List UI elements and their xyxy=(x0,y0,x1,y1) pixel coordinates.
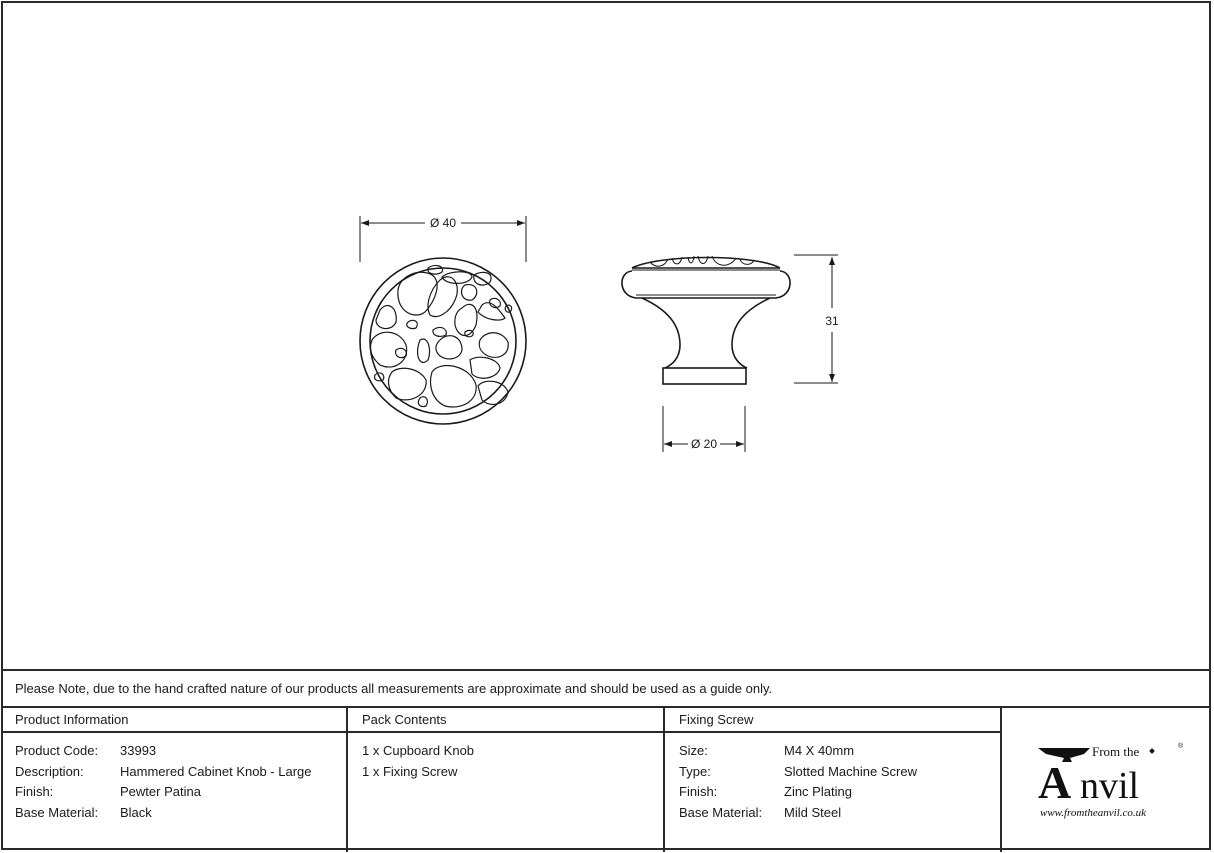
base-material-row xyxy=(15,803,346,824)
logo-registered: ® xyxy=(1178,743,1184,750)
product-code-value: 33993 xyxy=(120,743,157,758)
description-value: Hammered Cabinet Knob - Large xyxy=(120,763,312,779)
pack-item: 1 x Cupboard Knob xyxy=(362,743,475,758)
screw-size-value: M4 X 40mm xyxy=(784,743,855,758)
finish-value: Pewter Patina xyxy=(120,784,201,799)
screw-finish-row xyxy=(679,782,1000,803)
base-material-value: Black xyxy=(120,804,152,820)
screw-finish-label: Finish: xyxy=(679,784,718,799)
finish-label: Finish: xyxy=(15,784,54,799)
description-row xyxy=(15,762,346,783)
logo-from-the: From the xyxy=(1092,744,1140,759)
logo-url: www.fromtheanvil.co.uk xyxy=(1040,807,1147,819)
product-information-column xyxy=(1,708,346,852)
finish-row xyxy=(15,782,346,803)
side-view-base-diameter-label: Ø 20 xyxy=(690,437,718,451)
info-table xyxy=(1,706,1211,852)
screw-finish-value: Zinc Plating xyxy=(784,784,852,799)
base-material-label: Base Material: xyxy=(15,804,99,820)
screw-base-material-row xyxy=(679,803,1000,824)
top-view xyxy=(360,216,526,424)
logo-column xyxy=(1000,708,1211,852)
product-code-label: Product Code: xyxy=(15,743,99,758)
logo-brand: nvil xyxy=(1080,765,1140,807)
side-view xyxy=(622,255,838,452)
side-view-height-label: 31 xyxy=(825,314,839,328)
screw-size-label: Size: xyxy=(679,743,708,758)
description-label: Description: xyxy=(15,763,84,779)
screw-type-label: Type: xyxy=(679,763,711,779)
fixing-screw-heading: Fixing Screw xyxy=(665,708,1000,733)
top-view-diameter-label: Ø 40 xyxy=(429,216,457,230)
pack-contents-heading: Pack Contents xyxy=(348,708,663,733)
logo-initial: A xyxy=(1038,757,1072,808)
screw-base-material-value: Mild Steel xyxy=(784,804,842,820)
pack-contents-column xyxy=(346,708,663,852)
screw-size-row xyxy=(679,741,1000,762)
from-the-anvil-logo xyxy=(1032,738,1192,828)
measurement-disclaimer: Please Note, due to the hand crafted nature of our products all measurements are approximate and should be used as a guide only. xyxy=(1,669,1211,707)
screw-base-material-label: Base Material: xyxy=(679,804,763,820)
pack-item: 1 x Fixing Screw xyxy=(362,763,458,779)
screw-type-value: Slotted Machine Screw xyxy=(784,763,917,779)
screw-type-row xyxy=(679,762,1000,783)
fixing-screw-column xyxy=(663,708,1000,852)
product-information-heading: Product Information xyxy=(1,708,346,733)
product-code-row xyxy=(15,741,346,762)
